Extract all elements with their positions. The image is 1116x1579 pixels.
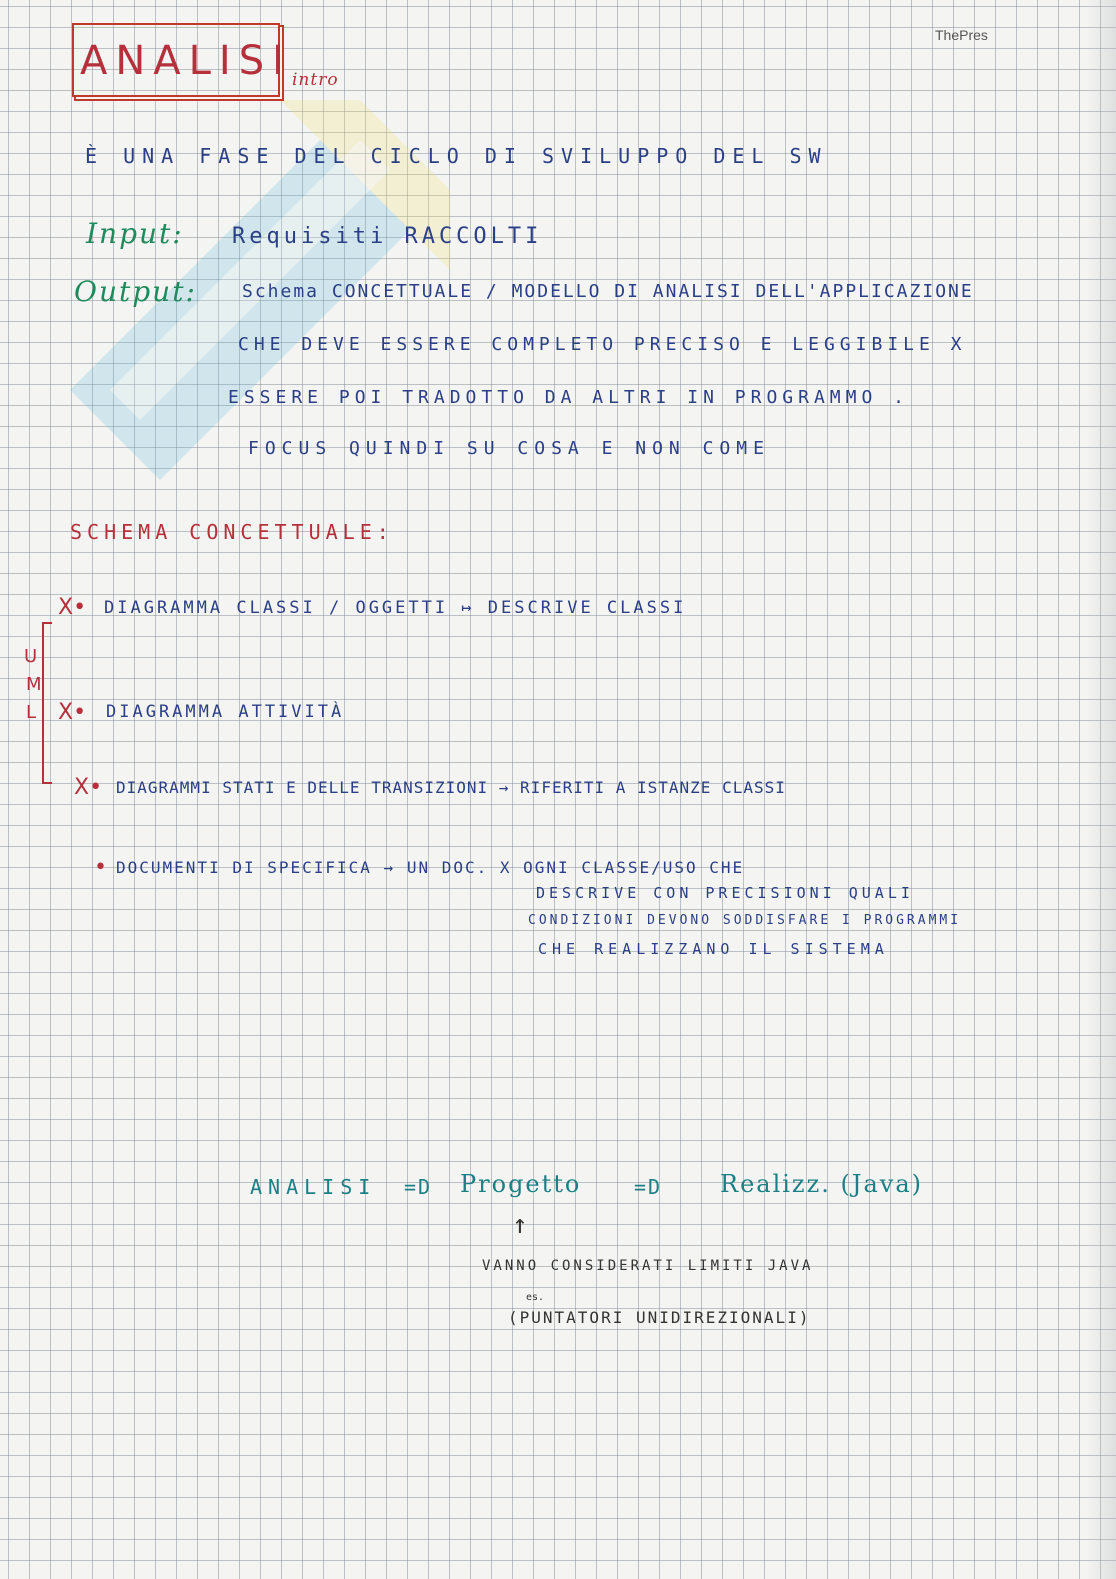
output-line-2: CHE DEVE ESSERE COMPLETO PRECISO E LEGGIBILE X (238, 334, 967, 355)
credit-label: ThePres (935, 27, 988, 43)
note-sup: es. (526, 1292, 545, 1303)
item-2-text: DIAGRAMMA ATTIVITÀ (106, 702, 345, 722)
up-arrow-icon: ↑ (512, 1210, 528, 1240)
page-title: ANALISI (80, 38, 292, 84)
input-text: Requisiti RACCOLTI (232, 224, 543, 249)
item-3-mark: X• (74, 775, 103, 800)
item-3-text: DIAGRAMMI STATI E DELLE TRANSIZIONI → RIFERITI A ISTANZE CLASSI (116, 778, 786, 797)
uml-letter-m: M (26, 674, 42, 695)
uml-letter-l: L (26, 702, 37, 723)
uml-bracket (42, 622, 52, 784)
schema-heading: SCHEMA CONCETTUALE: (70, 520, 394, 544)
flow-arrow-1: =D (404, 1175, 433, 1199)
note-line-1: VANNO CONSIDERATI LIMITI JAVA (482, 1258, 814, 1274)
flow-arrow-2: =D (634, 1175, 663, 1199)
flow-step-3: Realizz. (Java) (720, 1170, 924, 1198)
note-line-2: (PUNTATORI UNIDIREZIONALI) (508, 1308, 811, 1327)
output-line-1: Schema CONCETTUALE / MODELLO DI ANALISI DELL'APPLICAZIONE (242, 281, 974, 302)
item-1-text: DIAGRAMMA CLASSI / OGGETTI ↦ DESCRIVE CLASSI (104, 598, 687, 618)
uml-letter-u: U (24, 646, 38, 667)
title-note: intro (292, 70, 339, 90)
item-4-mark: • (94, 855, 107, 880)
spec-line-3: CHE REALIZZANO IL SISTEMA (538, 940, 889, 958)
flow-step-2: Progetto (460, 1170, 582, 1198)
output-label: Output: (74, 275, 197, 308)
spec-line-2: CONDIZIONI DEVONO SODDISFARE I PROGRAMMI (528, 913, 962, 928)
item-2-mark: X• (58, 700, 87, 725)
output-line-3: ESSERE POI TRADOTTO DA ALTRI IN PROGRAMMO . (228, 387, 909, 408)
spec-line-1: DESCRIVE CON PRECISIONI QUALI (536, 884, 914, 902)
page-edge-shadow (1086, 0, 1116, 1579)
output-line-4: FOCUS QUINDI SU COSA E NON COME (248, 438, 770, 459)
item-4-text: DOCUMENTI DI SPECIFICA → UN DOC. X OGNI CLASSE/USO CHE (116, 858, 745, 877)
input-label: Input: (86, 217, 184, 250)
intro-line: È UNA FASE DEL CICLO DI SVILUPPO DEL SW (85, 144, 828, 168)
flow-step-1: ANALISI (250, 1175, 377, 1199)
item-1-mark: X• (58, 595, 87, 620)
